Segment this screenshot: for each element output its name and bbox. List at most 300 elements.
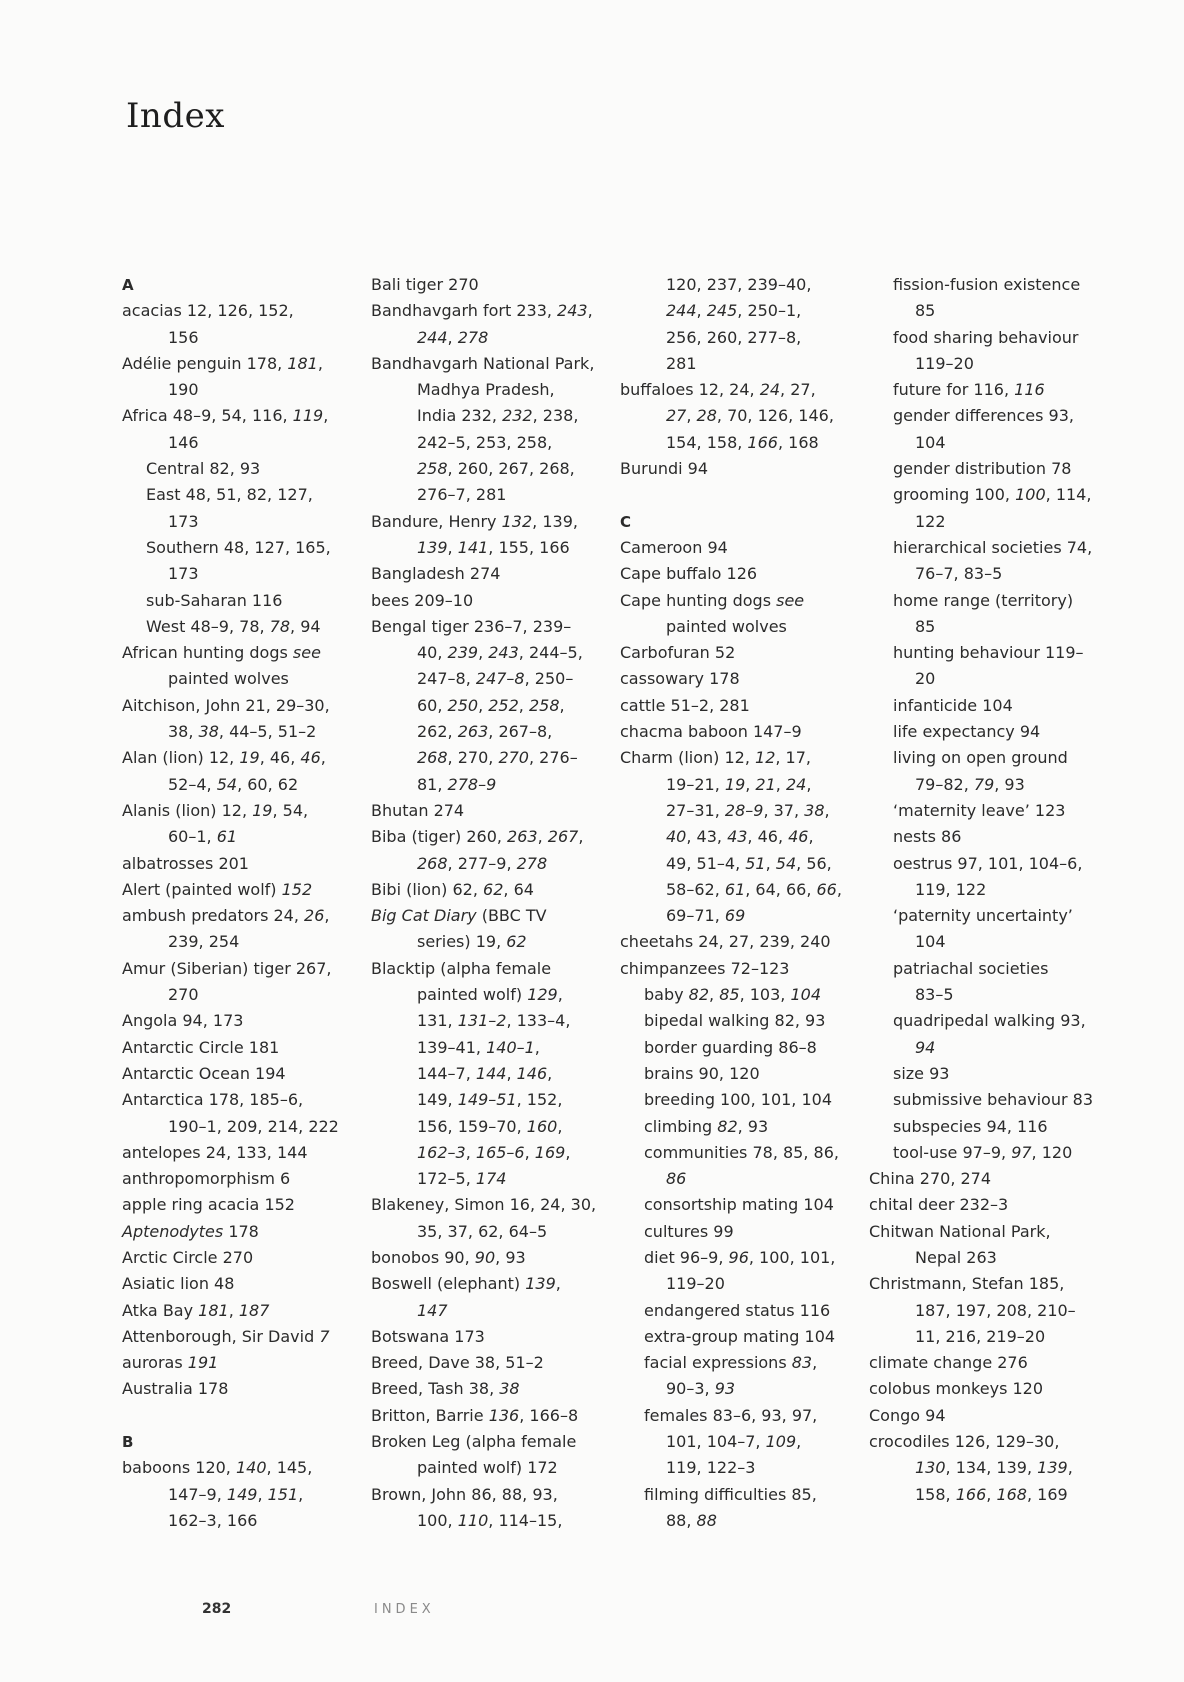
index-entry-line xyxy=(371,824,607,850)
index-entry-line xyxy=(371,377,607,403)
entry-text: Alanis (lion) 12, xyxy=(122,800,253,820)
index-entry-line xyxy=(371,1455,607,1481)
index-entry-line xyxy=(620,561,856,587)
italic-page-ref: 149 xyxy=(226,1484,258,1504)
index-entry-line xyxy=(869,1061,1105,1087)
entry-text: 19–21, xyxy=(666,774,725,794)
index-entry-line xyxy=(620,1219,856,1245)
entry-text: , xyxy=(324,906,330,926)
entry-text: communities 78, 85, 86, xyxy=(644,1142,839,1162)
spacer xyxy=(122,1403,358,1429)
index-entry-line xyxy=(371,1192,607,1218)
entry-text: 190–1, 209, 214, 222 xyxy=(168,1116,339,1136)
entry-text: , xyxy=(1067,1458,1073,1478)
italic-page-ref: 141 xyxy=(457,537,489,557)
italic-page-ref: 243 xyxy=(488,643,519,663)
entry-text: diet 96–9, xyxy=(644,1247,729,1267)
index-entry-line xyxy=(371,588,607,614)
index-entry-line xyxy=(869,666,1105,692)
entry-text: 131, xyxy=(417,1011,458,1031)
section-letter xyxy=(620,509,856,535)
italic-page-ref: 90 xyxy=(474,1247,496,1267)
index-entry-line xyxy=(869,1271,1105,1297)
italic-page-ref: 7 xyxy=(319,1326,330,1346)
entry-text: , xyxy=(323,406,329,426)
entry-text: submissive behaviour 83 xyxy=(893,1090,1093,1110)
italic-page-ref: 82 xyxy=(688,985,710,1005)
entry-text: Bhutan 274 xyxy=(371,800,465,820)
index-entry-line xyxy=(869,351,1105,377)
entry-text: Boswell (elephant) xyxy=(371,1274,526,1294)
entry-text: , xyxy=(808,827,814,847)
entry-text: 90–3, xyxy=(666,1379,715,1399)
entry-text: Antarctic Ocean 194 xyxy=(122,1063,286,1083)
index-entry-line xyxy=(122,377,358,403)
entry-text: , xyxy=(537,827,548,847)
italic-page-ref: 40 xyxy=(666,827,687,847)
italic-page-ref: 82 xyxy=(717,1116,738,1136)
entry-text: , 276– xyxy=(528,748,578,768)
entry-text: 81, xyxy=(417,774,448,794)
entry-text: consortship mating 104 xyxy=(644,1195,834,1215)
index-entry-line xyxy=(122,1271,358,1297)
index-entry-line xyxy=(869,377,1105,403)
index-entry-line xyxy=(371,745,607,771)
index-entry-line xyxy=(371,982,607,1008)
entry-text: antelopes 24, 133, 144 xyxy=(122,1142,308,1162)
index-entry-line xyxy=(371,403,607,429)
italic-page-ref: 66 xyxy=(816,879,837,899)
italic-page-ref: 100 xyxy=(1015,485,1046,505)
index-entry-line xyxy=(122,1061,358,1087)
index-entry-line xyxy=(620,693,856,719)
index-entry-line xyxy=(869,1298,1105,1324)
entry-text: 38, xyxy=(168,722,199,742)
entry-text: nests 86 xyxy=(893,827,962,847)
entry-text: , 103, xyxy=(739,985,791,1005)
entry-text: , 250–1, xyxy=(737,301,802,321)
index-entry-line xyxy=(869,430,1105,456)
index-entry-line xyxy=(869,614,1105,640)
index-entry-line xyxy=(620,1035,856,1061)
italic-page-ref: 86 xyxy=(666,1169,687,1189)
index-entry-line xyxy=(371,482,607,508)
entry-text: filming difficulties 85, xyxy=(644,1484,817,1504)
entry-text: 100, xyxy=(417,1510,458,1530)
italic-page-ref: 19 xyxy=(239,748,260,768)
entry-text: , 56, xyxy=(796,853,832,873)
index-entry-line xyxy=(371,1114,607,1140)
entry-text: , 270, xyxy=(447,748,499,768)
entry-text: Africa 48–9, 54, 116, xyxy=(122,406,293,426)
entry-text: Bengal tiger 236–7, 239– xyxy=(371,616,572,636)
italic-page-ref: 174 xyxy=(475,1169,507,1189)
index-entry-line xyxy=(122,1166,358,1192)
index-entry-line xyxy=(122,1140,358,1166)
italic-page-ref: 130 xyxy=(915,1458,946,1478)
index-entry-line xyxy=(869,903,1105,929)
index-entry-line xyxy=(122,509,358,535)
entry-text: Attenborough, Sir David xyxy=(122,1326,320,1346)
entry-text: , xyxy=(506,1063,517,1083)
entry-text: A xyxy=(122,276,134,294)
entry-text: , 120 xyxy=(1031,1142,1073,1162)
index-entry-line xyxy=(869,1245,1105,1271)
italic-page-ref: 144 xyxy=(475,1063,507,1083)
entry-text: West 48–9, 78, xyxy=(146,616,270,636)
entry-text: Antarctic Circle 181 xyxy=(122,1037,280,1057)
entry-text: , 17, xyxy=(775,748,811,768)
italic-page-ref: 61 xyxy=(216,827,238,847)
italic-page-ref: 278 xyxy=(516,853,548,873)
index-entry-line xyxy=(869,1403,1105,1429)
index-entry-line xyxy=(122,561,358,587)
index-entry-line xyxy=(620,1298,856,1324)
index-entry-line xyxy=(371,1271,607,1297)
index-entry-line xyxy=(122,1455,358,1481)
entry-text: bees 209–10 xyxy=(371,590,474,610)
italic-page-ref: 278 xyxy=(457,327,489,347)
entry-text: , 54, xyxy=(272,800,309,820)
entry-text: , 93 xyxy=(495,1247,526,1267)
index-entry-line xyxy=(620,1008,856,1034)
index-entry-line xyxy=(620,298,856,324)
index-column-3 xyxy=(620,272,856,1534)
entry-text: series) 19, xyxy=(417,932,507,952)
entry-text: fission-fusion existence xyxy=(893,275,1081,294)
entry-text: 262, xyxy=(417,722,458,742)
index-entry-line xyxy=(122,482,358,508)
index-entry-line xyxy=(620,1455,856,1481)
entry-text: , xyxy=(696,301,707,321)
entry-text: , 260, 267, 268, xyxy=(447,459,575,479)
index-entry-line xyxy=(620,666,856,692)
index-entry-line xyxy=(869,982,1105,1008)
index-entry-line xyxy=(620,377,856,403)
entry-text: , xyxy=(824,800,830,820)
entry-text: females 83–6, 93, 97, xyxy=(644,1405,818,1425)
italic-page-ref: 51 xyxy=(745,853,766,873)
entry-text: ambush predators 24, xyxy=(122,906,305,926)
entry-text: , xyxy=(257,1484,268,1504)
entry-text: , 267–8, xyxy=(488,722,553,742)
index-entry-line xyxy=(371,1166,607,1192)
entry-text: 119, 122 xyxy=(915,879,987,899)
entry-text: 190 xyxy=(168,380,199,400)
italic-page-ref: 244 xyxy=(417,327,448,347)
index-entry-line xyxy=(620,1482,856,1508)
index-entry-line xyxy=(869,1376,1105,1402)
index-entry-line xyxy=(869,1455,1105,1481)
entry-text: painted wolves xyxy=(168,669,289,689)
entry-text: grooming 100, xyxy=(893,485,1016,505)
italic-page-ref: 85 xyxy=(719,985,740,1005)
italic-page-ref: 247–8 xyxy=(475,669,525,689)
entry-text: , xyxy=(557,1116,563,1136)
italic-page-ref: Big Cat Diary xyxy=(371,906,477,926)
index-entry-line xyxy=(371,272,607,298)
entry-text: 58–62, xyxy=(666,879,725,899)
italic-page-ref: 139 xyxy=(1037,1458,1068,1478)
entry-text: 119–20 xyxy=(666,1274,725,1294)
index-entry-line xyxy=(371,1429,607,1455)
entry-text: Bali tiger 270 xyxy=(371,275,479,294)
index-entry-line xyxy=(371,1403,607,1429)
index-entry-line xyxy=(869,1140,1105,1166)
index-entry-line xyxy=(620,535,856,561)
index-entry-line xyxy=(371,1508,607,1534)
entry-text: oestrus 97, 101, 104–6, xyxy=(893,853,1083,873)
italic-page-ref: 83 xyxy=(791,1353,813,1373)
entry-text: , 114, xyxy=(1045,485,1092,505)
index-entry-line xyxy=(869,272,1105,298)
entry-text: 158, xyxy=(915,1484,956,1504)
entry-text: 20 xyxy=(915,669,936,689)
entry-text: 144–7, xyxy=(417,1063,476,1083)
entry-text: Adélie penguin 178, xyxy=(122,353,288,373)
italic-page-ref: 62 xyxy=(506,932,527,952)
entry-text: hierarchical societies 74, xyxy=(893,537,1093,557)
entry-text: ‘paternity uncertainty’ xyxy=(893,906,1073,926)
entry-text: , xyxy=(709,985,720,1005)
index-entry-line xyxy=(869,640,1105,666)
index-entry-line xyxy=(122,614,358,640)
index-entry-line xyxy=(371,535,607,561)
italic-page-ref: 38 xyxy=(499,1379,520,1399)
index-column-2 xyxy=(371,272,607,1534)
entry-text: bipedal walking 82, 93 xyxy=(644,1011,826,1031)
entry-text: 85 xyxy=(915,301,936,321)
index-entry-line xyxy=(122,535,358,561)
entry-text: , xyxy=(228,1300,239,1320)
entry-text: apple ring acacia 152 xyxy=(122,1195,295,1215)
italic-page-ref: 166 xyxy=(747,432,778,452)
italic-page-ref: 43 xyxy=(727,827,748,847)
entry-text: , 114–15, xyxy=(488,1510,563,1530)
running-head: INDEX xyxy=(374,1602,435,1617)
entry-text: 52–4, xyxy=(168,774,217,794)
index-entry-line xyxy=(869,456,1105,482)
index-entry-line xyxy=(869,482,1105,508)
index-entry-line xyxy=(620,877,856,903)
entry-text: 154, 158, xyxy=(666,432,748,452)
entry-text: B xyxy=(122,1433,134,1452)
index-entry-line xyxy=(620,430,856,456)
index-entry-line xyxy=(869,561,1105,587)
italic-page-ref: 94 xyxy=(915,1037,936,1057)
entry-text: infanticide 104 xyxy=(893,695,1013,715)
italic-page-ref: 19 xyxy=(252,800,273,820)
entry-text: quadripedal walking 93, xyxy=(893,1011,1086,1031)
italic-page-ref: 38 xyxy=(804,800,825,820)
index-entry-line xyxy=(620,272,856,298)
entry-text: Aitchison, John 21, 29–30, xyxy=(122,695,330,715)
index-entry-line xyxy=(371,956,607,982)
index-entry-line xyxy=(869,403,1105,429)
entry-text: , 139, xyxy=(532,511,578,531)
entry-text: , xyxy=(555,1274,561,1294)
italic-page-ref: 140 xyxy=(235,1458,267,1478)
index-entry-line xyxy=(620,588,856,614)
entry-text: , 60, 62 xyxy=(237,774,299,794)
entry-text: 147–9, xyxy=(168,1484,227,1504)
entry-text: patriachal societies xyxy=(893,958,1049,978)
entry-text: Bangladesh 274 xyxy=(371,564,501,584)
index-entry-line xyxy=(869,824,1105,850)
italic-page-ref: 28 xyxy=(696,406,717,426)
index-entry-line xyxy=(371,1087,607,1113)
entry-text: painted wolf) 172 xyxy=(417,1458,558,1478)
entry-text: 119–20 xyxy=(915,353,974,373)
index-entry-line xyxy=(371,1140,607,1166)
index-entry-line xyxy=(869,588,1105,614)
entry-text: , xyxy=(547,1063,553,1083)
italic-page-ref: 166 xyxy=(955,1484,987,1504)
index-entry-line xyxy=(620,798,856,824)
italic-page-ref: 97 xyxy=(1011,1142,1032,1162)
index-entry-line xyxy=(869,298,1105,324)
italic-page-ref: 181 xyxy=(198,1300,229,1320)
entry-text: , xyxy=(534,1037,540,1057)
index-entry-line xyxy=(371,1376,607,1402)
index-entry-line xyxy=(371,851,607,877)
entry-text: , xyxy=(518,695,529,715)
index-entry-line xyxy=(620,851,856,877)
index-entry-line xyxy=(122,588,358,614)
entry-text: , 244–5, xyxy=(518,643,583,663)
index-entry-line xyxy=(620,640,856,666)
entry-text: Breed, Dave 38, 51–2 xyxy=(371,1353,544,1373)
italic-page-ref: 110 xyxy=(457,1510,489,1530)
entry-text: , 168 xyxy=(777,432,819,452)
entry-text: acacias 12, 126, 152, xyxy=(122,301,294,321)
entry-text: , xyxy=(796,1432,802,1452)
index-entry-line xyxy=(122,824,358,850)
index-entry-line xyxy=(122,1114,358,1140)
index-entry-line xyxy=(869,1192,1105,1218)
entry-text: Cape buffalo 126 xyxy=(620,564,758,584)
entry-text: , 100, 101, xyxy=(748,1247,836,1267)
entry-text: , 27, xyxy=(780,380,816,400)
entry-text: 270 xyxy=(168,985,199,1005)
index-entry-line xyxy=(371,640,607,666)
entry-text: Atka Bay xyxy=(122,1300,199,1320)
entry-text: , xyxy=(557,985,563,1005)
italic-page-ref: 24 xyxy=(785,774,807,794)
index-entry-line xyxy=(620,614,856,640)
entry-text: Madhya Pradesh, xyxy=(417,380,555,400)
italic-page-ref: 119 xyxy=(292,406,324,426)
italic-page-ref: 116 xyxy=(1014,380,1045,400)
italic-page-ref: 181 xyxy=(287,353,318,373)
entry-text: , xyxy=(812,1353,818,1373)
entry-text: 40, xyxy=(417,643,448,663)
index-entry-line xyxy=(620,772,856,798)
italic-page-ref: 263 xyxy=(457,722,489,742)
entry-text: , 152, xyxy=(516,1090,563,1110)
index-entry-line xyxy=(869,798,1105,824)
entry-text: , 64, 66, xyxy=(745,879,817,899)
entry-text: cattle 51–2, 281 xyxy=(620,695,750,715)
entry-text: (BBC TV xyxy=(476,906,547,926)
entry-text: Charm (lion) 12, xyxy=(620,748,756,768)
entry-text: Broken Leg (alpha female xyxy=(371,1432,577,1452)
index-entry-line xyxy=(122,772,358,798)
entry-text: Asiatic lion 48 xyxy=(122,1274,235,1294)
entry-text: 120, 237, 239–40, xyxy=(666,275,812,294)
entry-text: , 145, xyxy=(266,1458,313,1478)
index-entry-line xyxy=(122,430,358,456)
entry-text: Bandure, Henry xyxy=(371,511,502,531)
index-entry-line xyxy=(620,1403,856,1429)
entry-text: Chitwan National Park, xyxy=(869,1221,1051,1241)
index-entry-line xyxy=(122,456,358,482)
index-entry-line xyxy=(371,1008,607,1034)
entry-text: Cameroon 94 xyxy=(620,537,728,557)
index-entry-line xyxy=(620,1376,856,1402)
italic-page-ref: 46 xyxy=(788,827,809,847)
italic-page-ref: 268 xyxy=(417,748,448,768)
italic-page-ref: 258 xyxy=(417,459,448,479)
entry-text: climate change 276 xyxy=(869,1353,1028,1373)
index-entry-line xyxy=(869,745,1105,771)
entry-text: painted wolves xyxy=(666,616,787,636)
index-entry-line xyxy=(620,929,856,955)
italic-page-ref: 169 xyxy=(534,1142,566,1162)
entry-text: , 46, xyxy=(747,827,789,847)
entry-text: 239, 254 xyxy=(168,932,240,952)
index-entry-line xyxy=(869,1035,1105,1061)
index-entry-line xyxy=(620,351,856,377)
index-entry-line xyxy=(122,1350,358,1376)
italic-page-ref: 109 xyxy=(765,1432,797,1452)
index-entry-line xyxy=(122,1482,358,1508)
entry-text: 281 xyxy=(666,353,697,373)
entry-text: Carbofuran 52 xyxy=(620,643,736,663)
entry-text: Cape hunting dogs xyxy=(620,590,777,610)
entry-text: , xyxy=(559,695,565,715)
entry-text: , xyxy=(478,643,489,663)
index-entry-line xyxy=(122,1245,358,1271)
entry-text: , 250– xyxy=(524,669,574,689)
entry-text: East 48, 51, 82, 127, xyxy=(146,485,313,505)
entry-text: Biba (tiger) 260, xyxy=(371,827,508,847)
italic-page-ref: 78 xyxy=(269,616,291,636)
italic-page-ref: 160 xyxy=(526,1116,558,1136)
entry-text: 49, 51–4, xyxy=(666,853,746,873)
index-entry-line xyxy=(371,325,607,351)
index-entry-line xyxy=(122,1219,358,1245)
italic-page-ref: 54 xyxy=(216,774,238,794)
entry-text: cultures 99 xyxy=(644,1221,734,1241)
entry-text: Antarctica 178, 185–6, xyxy=(122,1090,304,1110)
italic-page-ref: 149–51 xyxy=(457,1090,517,1110)
entry-text: , 94 xyxy=(290,616,321,636)
index-entry-line xyxy=(122,1324,358,1350)
entry-text: , xyxy=(317,353,323,373)
italic-page-ref: 140–1 xyxy=(486,1037,535,1057)
italic-page-ref: see xyxy=(776,590,805,610)
index-entry-line xyxy=(869,1166,1105,1192)
index-column-4 xyxy=(869,272,1105,1508)
entry-text: 172–5, xyxy=(417,1169,476,1189)
index-entry-line xyxy=(122,719,358,745)
entry-text: cheetahs 24, 27, 239, 240 xyxy=(620,932,831,952)
index-entry-line xyxy=(620,1087,856,1113)
index-entry-line xyxy=(371,929,607,955)
index-entry-line xyxy=(869,1087,1105,1113)
italic-page-ref: 250 xyxy=(447,695,479,715)
